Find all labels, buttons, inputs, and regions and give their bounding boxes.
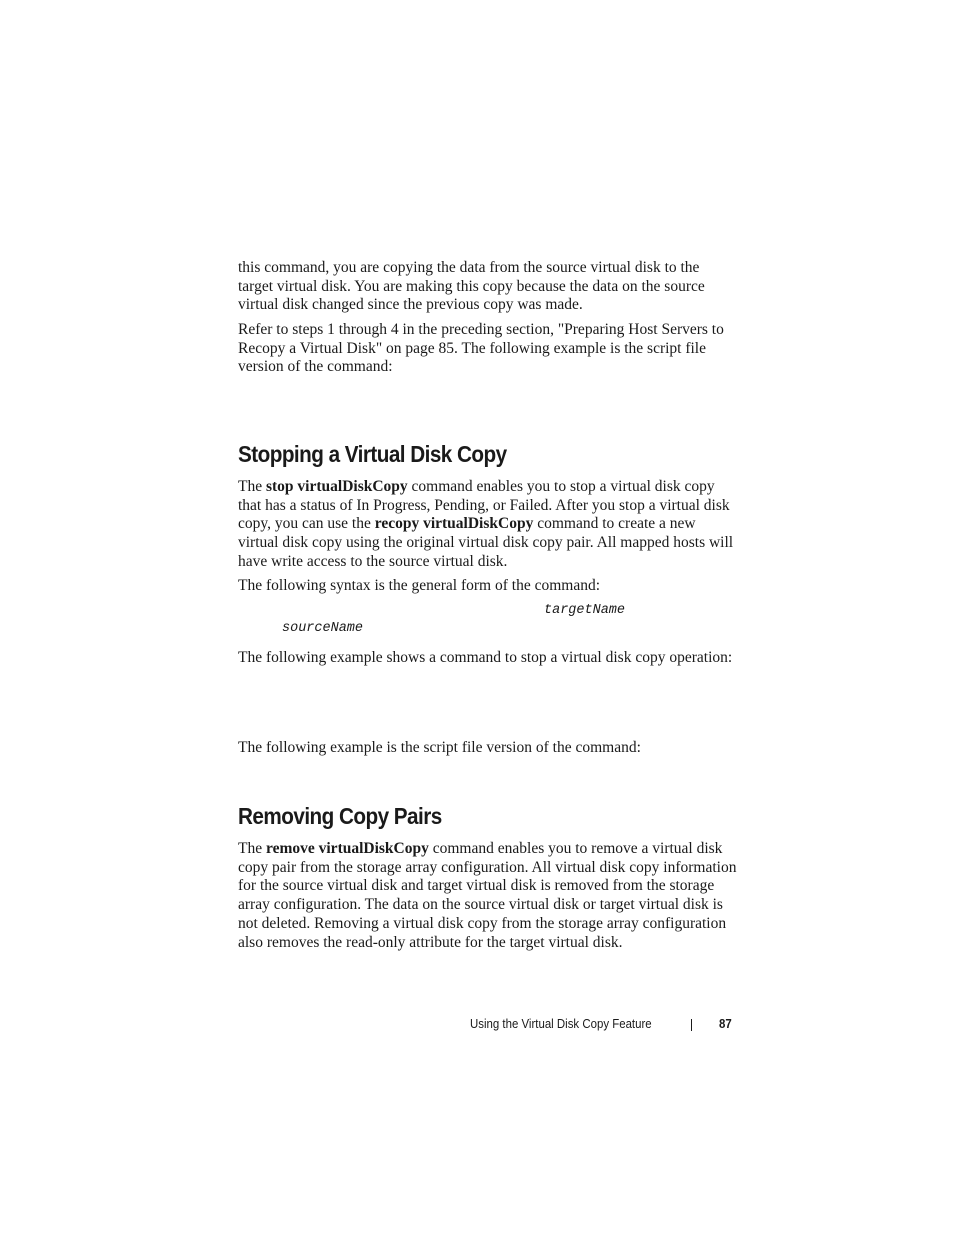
text-segment: command enables you to remove a virtual disk copy pair from the storage array configuration. All virtual disk copy information for the source virtual disk and target virtual disk is removed from the storage array configuration. The data on the source virtual disk or target virtual disk is not deleted. Removing a virtual disk copy from the storage array configuration also removes the read-only attribute for the target virtual disk. — [238, 840, 737, 951]
paragraph-example-intro: The following example shows a command to stop a virtual disk copy operation: — [238, 649, 733, 666]
text-segment: command enables you to stop a virtual disk copy that has a status of In Progress, Pending, or Failed. After you stop a virtual disk copy, you can use the — [238, 478, 730, 533]
syntax-source-name: sourceName — [282, 621, 364, 636]
text-segment: The — [238, 478, 266, 495]
heading-removing-pairs: Removing Copy Pairs — [238, 803, 442, 829]
text-segment: The — [238, 840, 266, 857]
paragraph-remove-intro — [238, 840, 738, 952]
paragraph-syntax-intro: The following syntax is the general form of the command: — [238, 577, 601, 594]
paragraph-stop-intro — [238, 478, 738, 572]
command-stop-virtualdiskcopy: stop virtualDiskCopy — [265, 478, 408, 495]
command-remove-virtualdiskcopy: remove virtualDiskCopy — [265, 840, 429, 857]
text-segment: command to create a new virtual disk copy using the original virtual disk copy pair. All mapped hosts will have write access to the source virtual disk. — [238, 515, 734, 570]
heading-stopping-copy: Stopping a Virtual Disk Copy — [238, 441, 507, 467]
page-number: 87 — [719, 1016, 732, 1031]
command-recopy-virtualdiskcopy: recopy virtualDiskCopy — [374, 515, 534, 533]
paragraph-script-intro: The following example is the script file version of the command: — [238, 739, 641, 756]
syntax-target-name: targetName — [544, 603, 626, 618]
footer-separator — [691, 1019, 692, 1031]
footer-title: Using the Virtual Disk Copy Feature — [470, 1016, 652, 1031]
paragraph-recopy-explanation: this command, you are copying the data from the source virtual disk to the target virtual disk. You are making this copy because the data on the source virtual disk changed since the previous copy was made. — [238, 259, 705, 314]
paragraph-refer-steps: Refer to steps 1 through 4 in the preceding section, "Preparing Host Servers to Recopy a Virtual Disk" on page 85. The following example is the script file version of the command: — [238, 321, 724, 376]
